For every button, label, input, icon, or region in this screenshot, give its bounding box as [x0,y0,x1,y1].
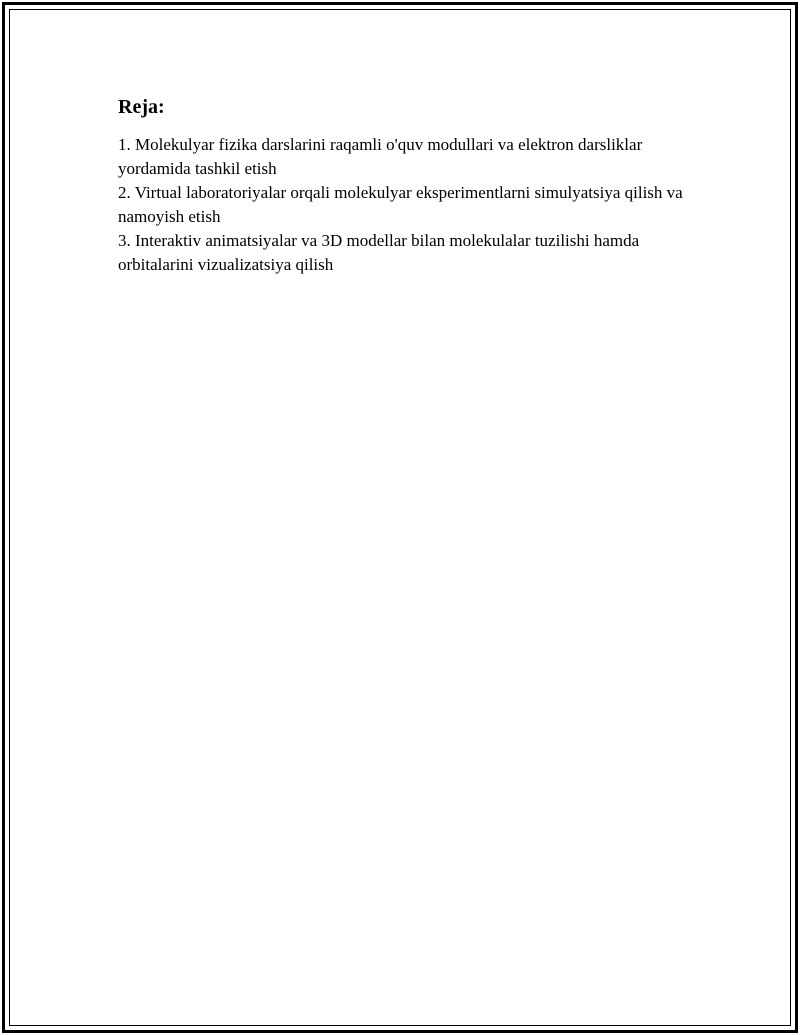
plan-item-2: 2. Virtual laboratoriyalar orqali molekulyar eksperimentlarni simulyatsiya qilish va namoyish etish [118,183,683,226]
document-content [118,94,708,277]
plan-item-3: 3. Interaktiv animatsiyalar va 3D modellar bilan molekulalar tuzilishi hamda orbitalarini vizualizatsiya qilish [118,231,640,274]
plan-heading: Reja: [118,96,165,118]
plan-item-1: 1. Molekulyar fizika darslarini raqamli o'quv modullari va elektron darsliklar yordamida tashkil etish [118,135,643,178]
plan-list [118,133,708,277]
